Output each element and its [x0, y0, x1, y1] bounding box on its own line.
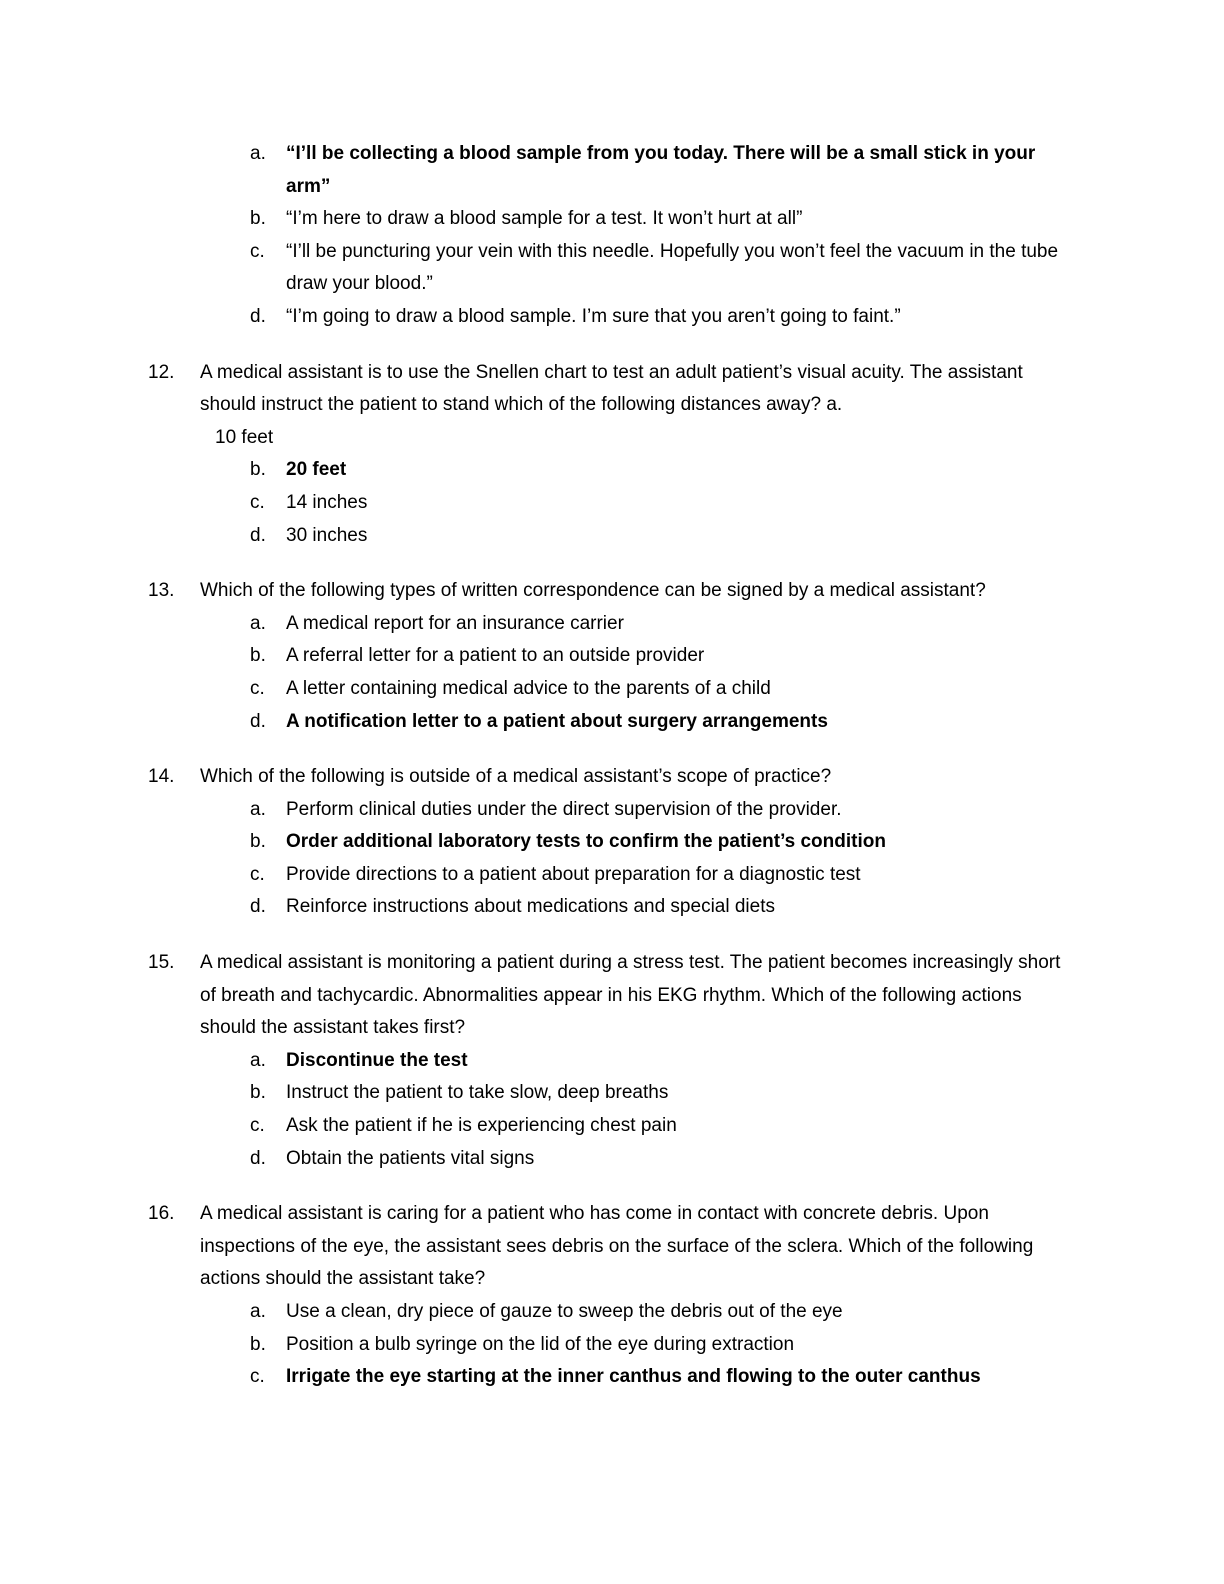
option-text: “I’ll be collecting a blood sample from you today. There will be a small stick in your arm” [286, 143, 1036, 197]
question-number: 13. [148, 580, 175, 602]
option-text: A referral letter for a patient to an outside provider [286, 645, 705, 667]
option-text: 14 inches [286, 491, 368, 513]
option [200, 640, 1076, 673]
question-number: 16. [148, 1203, 175, 1225]
option [200, 520, 1076, 553]
option-letter: c. [250, 1115, 265, 1137]
question-body [200, 761, 1076, 924]
orphan-options [200, 138, 1076, 334]
option-text: Ask the patient if he is experiencing chest pain [286, 1115, 677, 1137]
option-letter: d. [250, 896, 266, 918]
option-letter: a. [250, 798, 266, 820]
option-text: Reinforce instructions about medications and special diets [286, 896, 775, 918]
question-number: 12. [148, 361, 175, 383]
option-text: Discontinue the test [286, 1049, 468, 1071]
option [200, 1329, 1076, 1362]
question-body [200, 1198, 1076, 1394]
option-text: A medical report for an insurance carrier [286, 612, 624, 634]
option-text: Irrigate the eye starting at the inner canthus and flowing to the outer canthus [286, 1366, 981, 1388]
option-letter: c. [250, 240, 265, 262]
option-letter: d. [250, 305, 266, 327]
option-text: Instruct the patient to take slow, deep breaths [286, 1082, 669, 1104]
option [200, 1045, 1076, 1078]
question [148, 1198, 1076, 1394]
question-number: 14. [148, 766, 175, 788]
option-text: A letter containing medical advice to the parents of a child [286, 677, 771, 699]
option-letter: c. [250, 863, 265, 885]
option [200, 1361, 1076, 1394]
option-letter: b. [250, 208, 266, 230]
option-letter: c. [250, 491, 265, 513]
option-letter: c. [250, 1366, 265, 1388]
option-text: Use a clean, dry piece of gauze to sweep the debris out of the eye [286, 1301, 843, 1322]
option [200, 1296, 1076, 1329]
option-letter: a. [250, 1049, 266, 1071]
option-letter: b. [250, 831, 266, 853]
question-body [200, 947, 1076, 1175]
option-text: Obtain the patients vital signs [286, 1147, 535, 1169]
option-letter: b. [250, 1082, 266, 1104]
question-text: A medical assistant is caring for a patient who has come in contact with concrete debris. Upon inspections of the eye, the assistant sees debris on the surface of the sclera. Which of the following actions should the assistant take? [200, 1203, 1034, 1290]
question-continuation: 10 feet [215, 426, 274, 448]
option [200, 794, 1076, 827]
options-list [200, 794, 1076, 924]
option [200, 203, 1076, 236]
option-text: Order additional laboratory tests to confirm the patient’s condition [286, 831, 886, 853]
option [200, 1077, 1076, 1110]
option [200, 826, 1076, 859]
option-letter: b. [250, 1333, 266, 1355]
option [200, 138, 1076, 203]
question-number: 15. [148, 952, 175, 974]
option-letter: c. [250, 677, 265, 699]
option-letter: a. [250, 612, 266, 634]
option [200, 1143, 1076, 1176]
option-letter: a. [250, 143, 266, 164]
option-text: “I’ll be puncturing your vein with this needle. Hopefully you won’t feel the vacuum in the tube draw your blood.” [286, 240, 1059, 295]
question-body [200, 357, 1076, 553]
option-text: Position a bulb syringe on the lid of the eye during extraction [286, 1333, 795, 1355]
option-text: 20 feet [286, 459, 347, 481]
options-list [200, 608, 1076, 738]
options-list [200, 1296, 1076, 1394]
question [148, 357, 1076, 553]
question-text: A medical assistant is to use the Snellen chart to test an adult patient’s visual acuity. The assistant should instruct the patient to stand which of the following distances away? a. [200, 361, 1023, 416]
option [200, 301, 1076, 334]
option [200, 859, 1076, 892]
option-text: “I’m here to draw a blood sample for a test. It won’t hurt at all” [286, 208, 803, 230]
option [200, 454, 1076, 487]
option-letter: a. [250, 1301, 266, 1322]
question-text: Which of the following is outside of a medical assistant’s scope of practice? [200, 766, 832, 788]
question [148, 761, 1076, 924]
option-letter: b. [250, 645, 266, 667]
option-letter: d. [250, 710, 266, 732]
question-text: A medical assistant is monitoring a patient during a stress test. The patient becomes increasingly short of breath and tachycardic. Abnormalities appear in his EKG rhythm. Which of the following actions should the assistant takes first? [200, 952, 1061, 1039]
options-list [200, 1045, 1076, 1175]
option-letter: d. [250, 1147, 266, 1169]
option [200, 891, 1076, 924]
option-letter: b. [250, 459, 266, 481]
questions-list [148, 357, 1076, 1394]
question-body [200, 575, 1076, 738]
question [148, 575, 1076, 738]
option-text: Perform clinical duties under the direct supervision of the provider. [286, 798, 842, 820]
option-text: “I’m going to draw a blood sample. I’m sure that you aren’t going to faint.” [286, 305, 901, 327]
option [200, 236, 1076, 301]
question-text: Which of the following types of written correspondence can be signed by a medical assistant? [200, 580, 986, 602]
option [200, 1110, 1076, 1143]
option [200, 608, 1076, 641]
option-text: A notification letter to a patient about surgery arrangements [286, 710, 828, 732]
option-text: Provide directions to a patient about preparation for a diagnostic test [286, 863, 861, 885]
option-text: 30 inches [286, 524, 368, 546]
option [200, 673, 1076, 706]
question [148, 947, 1076, 1175]
options-list [200, 454, 1076, 552]
option [200, 487, 1076, 520]
option-letter: d. [250, 524, 266, 546]
option [200, 706, 1076, 739]
